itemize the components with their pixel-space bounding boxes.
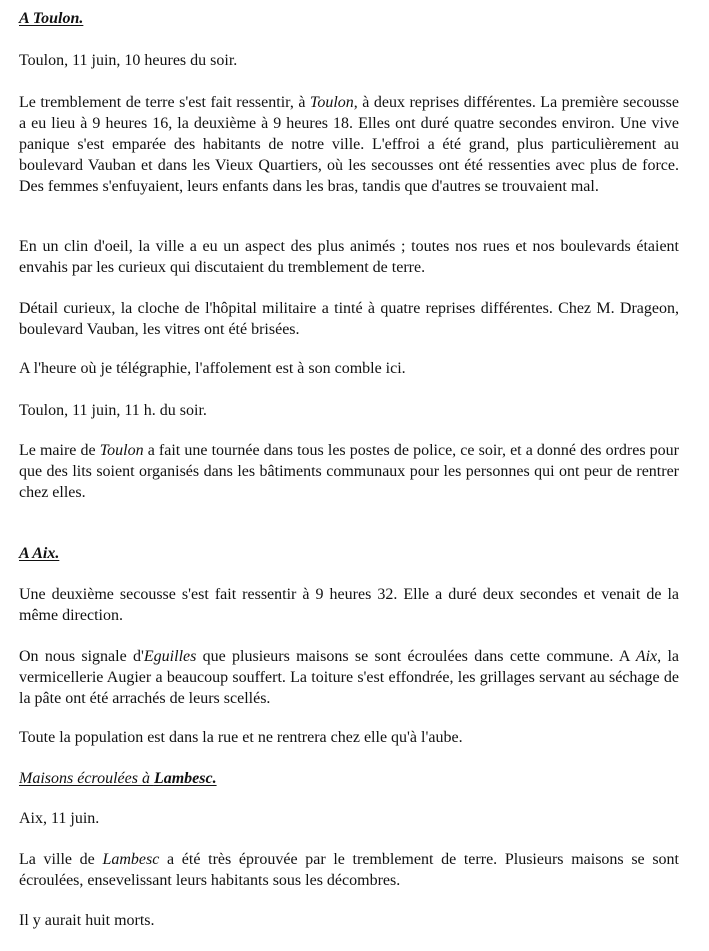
paragraph-text: On nous signale d': [19, 648, 144, 665]
paragraph-lambesc-2: Il y aurait huit morts.: [19, 912, 155, 929]
paragraph-text: , la vermicellerie Augier a beaucoup souffert. La toiture s'est effondrée, les grillages servant au séchage de la pâte ont été arrachés de leurs scellés.: [19, 648, 680, 707]
section-heading-toulon: A Toulon.: [19, 10, 84, 27]
paragraph-toulon-1: [19, 92, 679, 197]
paragraph-text: a été très éprouvée par le tremblement de terre. Plusieurs maisons se sont écroulées, ensevelissant leurs habitants sous les décombres.: [19, 851, 679, 889]
section-heading-aix: A Aix.: [19, 545, 60, 562]
paragraph-toulon-2: En un clin d'oeil, la ville a eu un aspect des plus animés ; toutes nos rues et nos boulevards étaient envahis par les curieux qui discutaient du tremblement de terre.: [19, 238, 679, 276]
dateline-toulon-1: Toulon, 11 juin, 10 heures du soir.: [19, 52, 238, 69]
paragraph-lambesc-1: [19, 849, 679, 891]
heading-place: Lambesc.: [153, 770, 217, 787]
dateline-aix: Aix, 11 juin.: [19, 810, 100, 827]
dateline-toulon-2: Toulon, 11 juin, 11 h. du soir.: [19, 402, 207, 419]
paragraph-aix-2: [19, 646, 679, 709]
town-name: Eguilles: [143, 648, 197, 665]
paragraph-aix-1: Une deuxième secousse s'est fait ressentir à 9 heures 32. Elle a duré deux secondes et venait de la même direction.: [19, 586, 679, 624]
heading-text: Maisons écroulées à: [19, 770, 154, 787]
paragraph-text: a fait une tournée dans tous les postes de police, ce soir, et a donné des ordres pour que des lits soient organisés dans les bâtiments communaux pour les personnes qui ont peur de rentrer chez elles.: [19, 442, 679, 501]
paragraph-text: La ville de: [19, 851, 103, 868]
paragraph-toulon-5: [19, 440, 679, 503]
city-name: Toulon: [309, 94, 354, 111]
city-name: Toulon: [99, 442, 144, 459]
section-heading-lambesc: [19, 768, 679, 789]
paragraph-text: Le maire de: [19, 442, 100, 459]
city-name: Lambesc: [102, 851, 160, 868]
paragraph-text: Le tremblement de terre s'est fait ressentir, à: [19, 94, 310, 111]
city-name: Aix: [635, 648, 658, 665]
paragraph-toulon-4: A l'heure où je télégraphie, l'affolement est à son comble ici.: [19, 360, 406, 377]
paragraph-text: que plusieurs maisons se sont écroulées dans cette commune. A: [196, 648, 636, 665]
paragraph-aix-3: Toute la population est dans la rue et ne rentrera chez elle qu'à l'aube.: [19, 729, 463, 746]
paragraph-toulon-3: Détail curieux, la cloche de l'hôpital militaire a tinté à quatre reprises différentes. Chez M. Drageon, boulevard Vauban, les vitres ont été brisées.: [19, 300, 679, 338]
paragraph-text: , à deux reprises différentes. La première secousse a eu lieu à 9 heures 16, la deuxième à 9 heures 18. Elles ont duré quatre secondes environ. Une vive panique s'est emparée des habitants de notre ville. L'effroi a été grand, plus particulièrement au boulevard Vauban et dans les Vieux Quartiers, où les secousses ont été ressenties avec plus de force. Des femmes s'enfuyaient, leurs enfants dans les bras, tandis que d'autres se trouvaient mal.: [19, 94, 679, 195]
